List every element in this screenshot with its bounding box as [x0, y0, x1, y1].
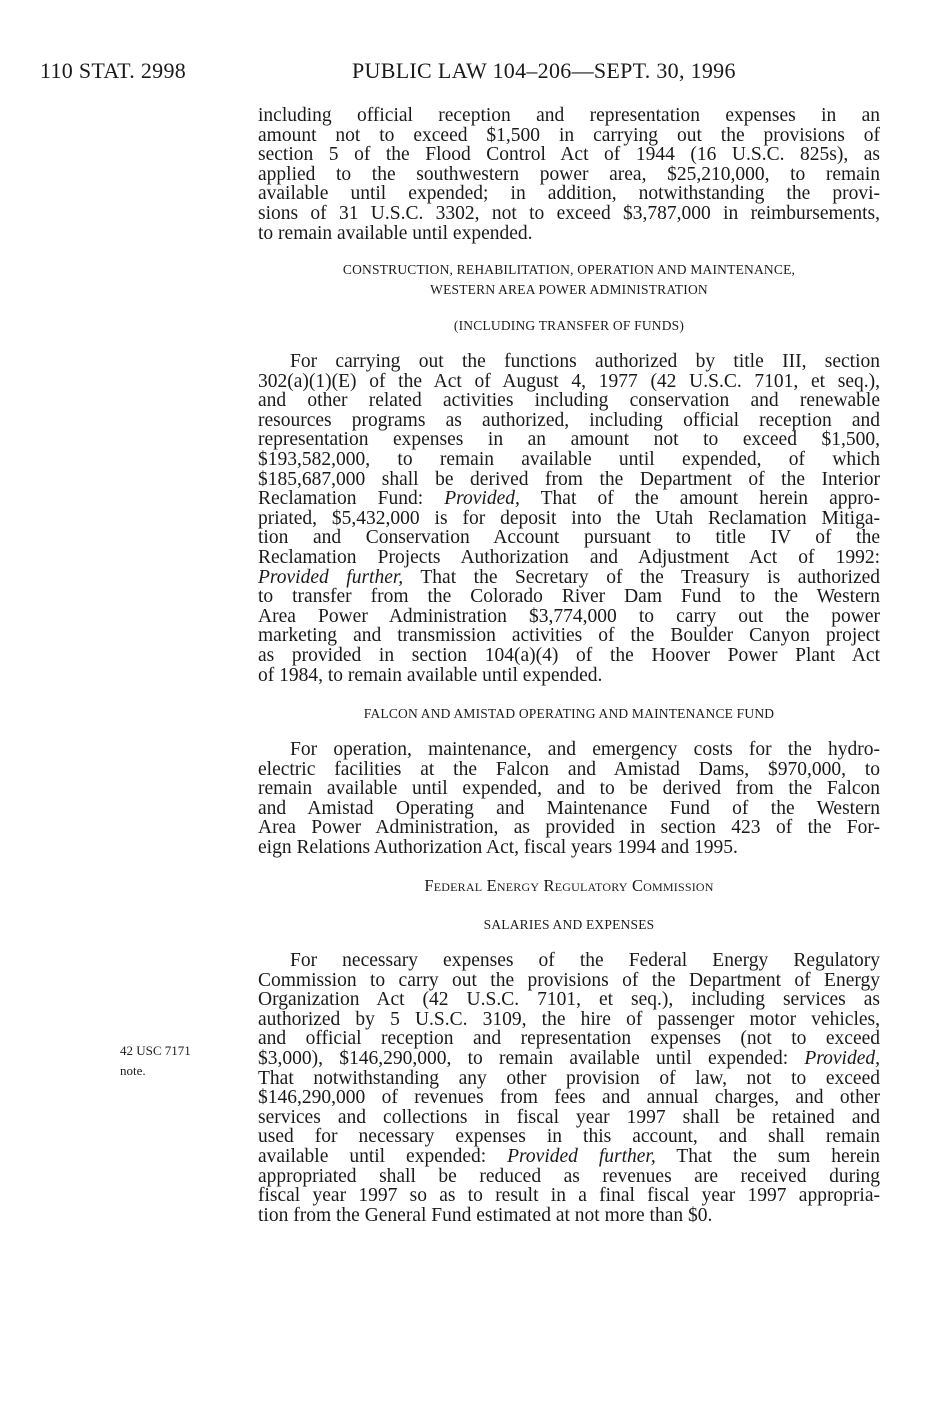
text-line: electric facilities at the Falcon and Amistad Dams, $970,000, to — [258, 758, 880, 780]
text-line: to remain available until expended. — [258, 222, 533, 244]
text-line: amount not to exceed $1,500 in carrying out the provisions of — [258, 124, 880, 146]
heading-line: WESTERN AREA POWER ADMINISTRATION — [430, 282, 708, 297]
paragraph-3 — [258, 740, 880, 858]
text-line — [258, 1147, 880, 1167]
text-line: That notwithstanding any other provision of law, not to exceed — [258, 1067, 880, 1089]
text-line: fiscal year 1997 so as to result in a final fiscal year 1997 appropria- — [258, 1185, 880, 1207]
heading-ferc: Federal Energy Regulatory Commission — [424, 876, 714, 895]
heading-falcon: FALCON AND AMISTAD OPERATING AND MAINTENANCE FUND — [363, 706, 775, 721]
text-line: including official reception and representation expenses in an — [258, 105, 880, 126]
text-line: applied to the southwestern power area, $25,210,000, to remain — [258, 163, 880, 185]
paragraph-2 — [258, 352, 880, 685]
text-line: For operation, maintenance, and emergency costs for the hydro- — [290, 739, 880, 760]
text-line: sions of 31 U.S.C. 3302, not to exceed $3,787,000 in reimbursements, — [258, 202, 880, 224]
running-header: PUBLIC LAW 104–206—SEPT. 30, 1996 — [352, 58, 736, 83]
italic-text: Provided, — [444, 488, 520, 510]
heading-line: CONSTRUCTION, REHABILITATION, OPERATION AND MAINTENANCE, — [342, 262, 796, 277]
italic-text: Provided, — [804, 1047, 880, 1069]
margin-note-line: note. — [120, 1063, 146, 1078]
text-line: section 5 of the Flood Control Act of 1944 (16 U.S.C. 825s), as — [258, 144, 880, 166]
text-line: marketing and transmission activities of the Boulder Canyon project — [258, 625, 880, 647]
margin-note-line: 42 USC 7171 — [120, 1043, 191, 1058]
text-line: of 1984, to remain available until expended. — [258, 664, 603, 686]
text-line: to transfer from the Colorado River Dam Fund to the Western — [258, 586, 880, 608]
text-line: representation expenses in an amount not to exceed $1,500, — [258, 429, 880, 451]
paragraph-4 — [258, 951, 880, 1225]
text-line: For carrying out the functions authorized by title III, section — [290, 351, 880, 372]
text-line: as provided in section 104(a)(4) of the Hoover Power Plant Act — [258, 644, 880, 666]
text-line: authorized by 5 U.S.C. 3109, the hire of passenger motor vehicles, — [258, 1008, 880, 1030]
text-line: eign Relations Authorization Act, fiscal years 1994 and 1995. — [258, 836, 738, 858]
text-line: and official reception and representation expenses (not to exceed — [258, 1028, 880, 1050]
text-line: Reclamation Projects Authorization and Adjustment Act of 1992: — [258, 546, 880, 568]
heading-construction — [258, 260, 880, 300]
text-segment: available until expended: — [258, 1145, 508, 1167]
text-line — [258, 1049, 880, 1069]
text-line: Area Power Administration, as provided in section 423 of the For- — [258, 817, 880, 839]
text-line: and other related activities including conservation and renewable — [258, 390, 880, 412]
paragraph-1 — [258, 106, 880, 243]
text-segment: That the Secretary of the Treasury is authorized — [403, 566, 880, 588]
text-line: $185,687,000 shall be derived from the Department of the Interior — [258, 468, 880, 490]
text-line: tion from the General Fund estimated at not more than $0. — [258, 1204, 713, 1226]
text-line: available until expended; in addition, notwithstanding the provi- — [258, 183, 880, 205]
text-line: Organization Act (42 U.S.C. 7101, et seq.), including services as — [258, 989, 880, 1011]
text-line: and Amistad Operating and Maintenance Fund of the Western — [258, 797, 880, 819]
text-line: appropriated shall be reduced as revenues are received during — [258, 1165, 880, 1187]
text-line: 302(a)(1)(E) of the Act of August 4, 1977 (42 U.S.C. 7101, et seq.), — [258, 370, 880, 392]
text-line — [258, 489, 880, 509]
text-line: $193,582,000, to remain available until expended, of which — [258, 448, 880, 470]
text-segment: That the sum herein — [655, 1145, 880, 1167]
text-line: Area Power Administration $3,774,000 to carry out the power — [258, 605, 880, 627]
text-segment: Reclamation Fund: — [258, 488, 445, 510]
text-line: remain available until expended, and to be derived from the Falcon — [258, 778, 880, 800]
text-segment: That of the amount herein appro- — [519, 488, 880, 510]
text-line: resources programs as authorized, including official reception and — [258, 409, 880, 431]
text-segment: $3,000), $146,290,000, to remain available until expended: — [258, 1047, 805, 1069]
text-line: For necessary expenses of the Federal Energy Regulatory — [290, 950, 880, 971]
heading-salaries: SALARIES AND EXPENSES — [483, 917, 655, 932]
text-line: priated, $5,432,000 is for deposit into the Utah Reclamation Mitiga- — [258, 507, 880, 529]
text-line: tion and Conservation Account pursuant to title IV of the — [258, 527, 880, 549]
text-line: $146,290,000 of revenues from fees and annual charges, and other — [258, 1087, 880, 1109]
italic-text: Provided further, — [507, 1145, 656, 1167]
italic-text: Provided further, — [258, 566, 404, 588]
subheading-transfer: (INCLUDING TRANSFER OF FUNDS) — [453, 318, 685, 333]
text-line: services and collections in fiscal year 1997 shall be retained and — [258, 1106, 880, 1128]
page-reference: 110 STAT. 2998 — [40, 58, 187, 83]
margin-note — [120, 1041, 191, 1081]
text-line: Commission to carry out the provisions of the Department of Energy — [258, 969, 880, 991]
text-line: used for necessary expenses in this account, and shall remain — [258, 1126, 880, 1148]
text-line — [258, 568, 880, 588]
